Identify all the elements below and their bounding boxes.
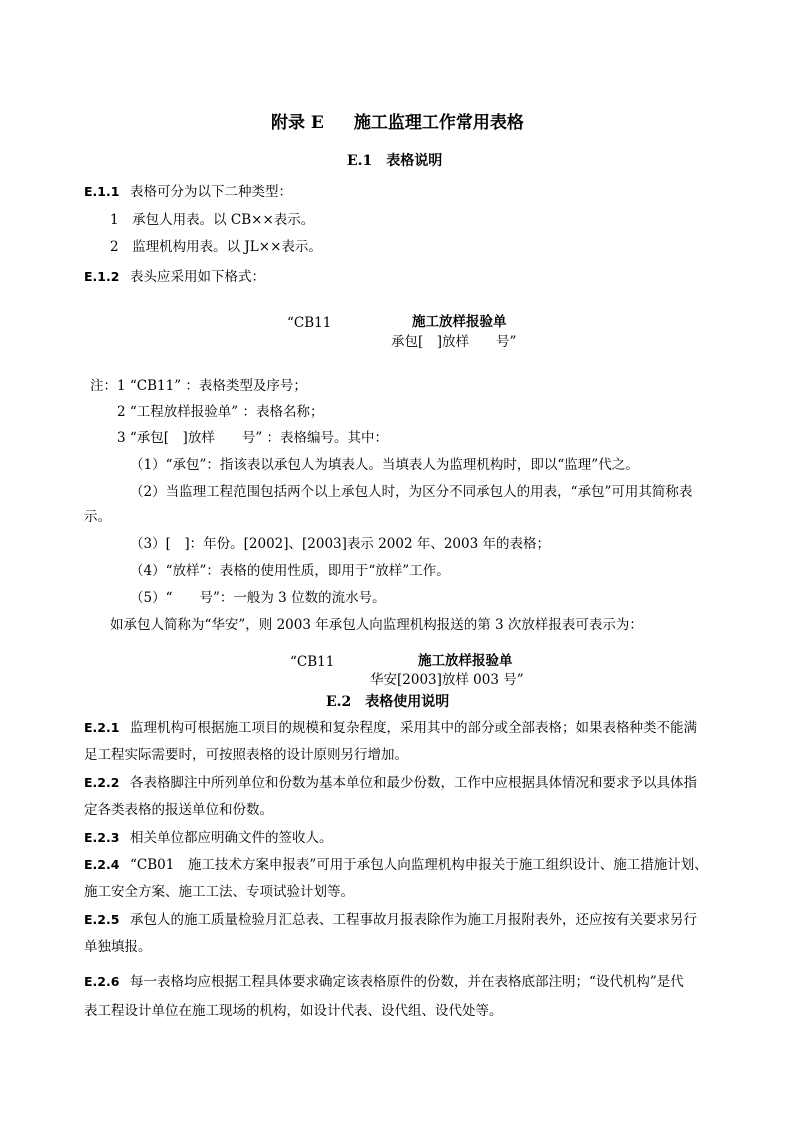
clause-number: E.2.2 (84, 775, 120, 790)
clause-text: 监理机构可根据施工项目的规模和复杂程度，采用其中的部分或全部表格；如果表格种类不能满 (130, 720, 697, 736)
appendix-label: 附录 E (271, 113, 324, 133)
clause-number: E.1.1 (84, 184, 120, 199)
clause-number: E.2.1 (84, 720, 120, 735)
clause-number: E.2.5 (84, 912, 120, 927)
note-subitem: （1）“承包”：指该表以承包人为填表人。当填表人为监理机构时，即以“监理”代之。 (130, 457, 639, 473)
clause-e-2-6 (84, 973, 684, 991)
clause-e-2-4 (84, 856, 708, 874)
note-subitem: （2）当监理工程范围包括两个以上承包人时，为区分不同承包人的用表，“承包”可用其简称表 (130, 484, 693, 500)
clause-continuation: 单独填报。 (84, 939, 152, 955)
clause-continuation: 定各类表格的报送单位和份数。 (84, 802, 273, 818)
clause-number: E.2.6 (84, 974, 120, 989)
clause-continuation: 表工程设计单位在施工现场的机构，如设计代表、设代组、设代处等。 (84, 1003, 503, 1019)
clause-text: 各表格脚注中所列单位和份数为基本单位和最少份数，工作中应根据具体情况和要求予以具体指 (130, 775, 697, 791)
clause-e-1-1 (84, 183, 292, 201)
clause-text: 每一表格均应根据工程具体要求确定该表格原件的份数，并在表格底部注明；“设代机构”是代 (130, 974, 684, 990)
clause-text: 相关单位都应明确文件的签收人。 (130, 830, 333, 846)
clause-e-2-5 (84, 911, 697, 929)
clause-continuation: 足工程实际需要时，可按照表格的设计原则另行增加。 (84, 747, 408, 763)
page-title (271, 114, 524, 132)
appendix-title: 施工监理工作常用表格 (353, 113, 524, 133)
note-line: 注：1 “CB11” ：表格类型及序号； (90, 378, 307, 394)
note-line: 3 “承包[ ]放样 号” ：表格编号。其中： (117, 430, 389, 446)
clause-e-1-2 (84, 268, 265, 286)
clause-number: E.2.4 (84, 857, 120, 872)
clause-e-2-3 (84, 829, 333, 847)
clause-text: 承包人的施工质量检验月汇总表、工程事故月报表除作为施工月报附表外，还应按有关要求另行 (130, 912, 697, 928)
form-title: 施工放样报验单 (418, 653, 513, 669)
note-subitem: （3）[ ]：年份。[2002]、[2003]表示 2002 年、2003 年的表格； (130, 536, 550, 552)
note-subitem: （4）“放样”：表格的使用性质，即用于“放样”工作。 (130, 563, 450, 579)
list-item: 1 承包人用表。以 CB××表示。 (110, 212, 315, 228)
section-heading-e1: E.1 表格说明 (347, 153, 443, 169)
clause-number: E.1.2 (84, 269, 120, 284)
form-number: 华安[2003]放样 003 号” (370, 672, 524, 688)
clause-text: “CB01 施工技术方案申报表”可用于承包人向监理机构申报关于施工组织设计、施工措施计划、 (130, 857, 708, 873)
clause-e-2-2 (84, 774, 697, 792)
form-code: “CB11 (290, 654, 335, 670)
note-subitem: （5）“ 号”：一般为 3 位数的流水号。 (130, 590, 386, 606)
form-code: “CB11 (287, 315, 332, 331)
form-number: 承包[ ]放样 号” (391, 334, 517, 350)
section-heading-e2: E.2 表格使用说明 (326, 694, 450, 710)
example-intro: 如承包人简称为“华安”，则 2003 年承包人向监理机构报送的第 3 次放样报表可表示为： (110, 617, 643, 633)
note-line: 2 “工程放样报验单” ：表格名称； (117, 404, 324, 420)
clause-e-2-1 (84, 719, 697, 737)
note-subitem-continuation: 示。 (84, 509, 111, 525)
clause-number: E.2.3 (84, 830, 120, 845)
form-title: 施工放样报验单 (412, 314, 507, 330)
list-item: 2 监理机构用表。以 JL××表示。 (110, 239, 322, 255)
clause-text: 表头应采用如下格式： (130, 269, 265, 285)
clause-text: 表格可分为以下二种类型： (130, 184, 292, 200)
clause-continuation: 施工安全方案、施工工法、专项试验计划等。 (84, 884, 354, 900)
